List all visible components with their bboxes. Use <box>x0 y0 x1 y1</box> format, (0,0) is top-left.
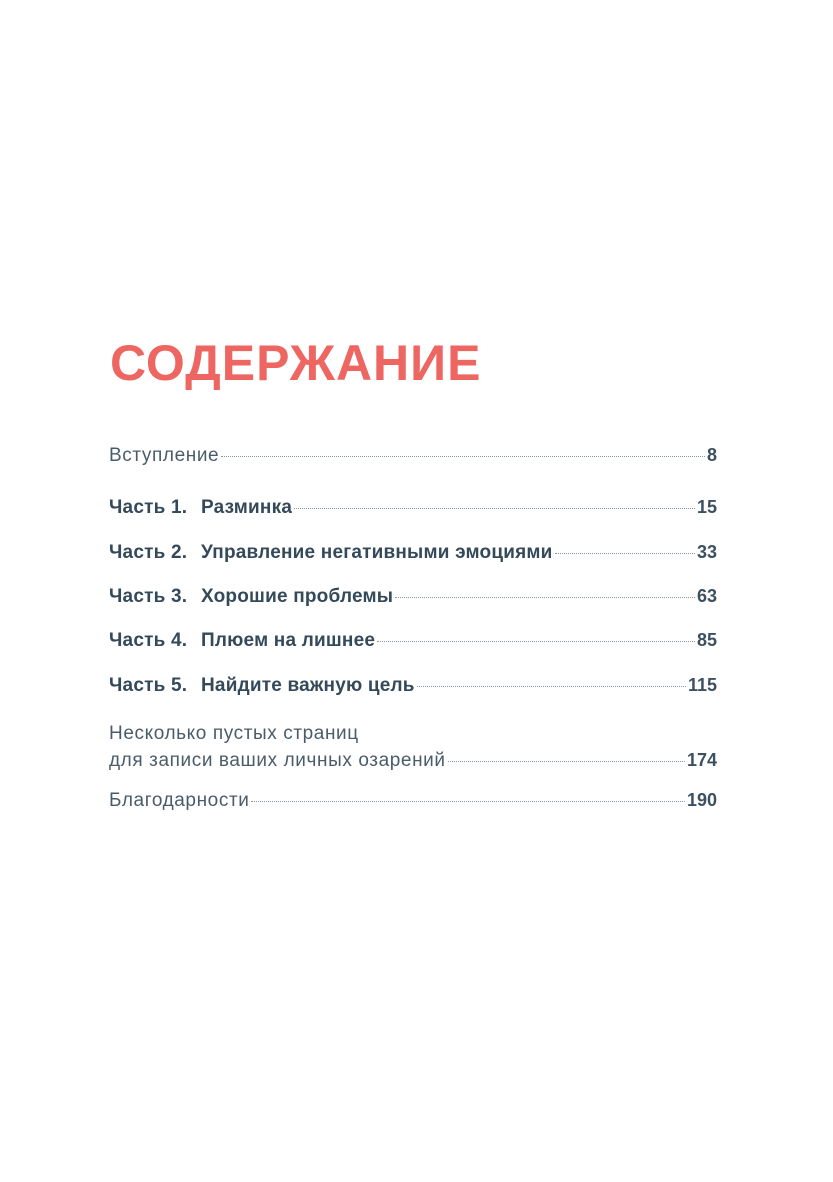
toc-entry-label <box>109 629 375 653</box>
part-number: Часть 2. <box>109 542 188 563</box>
dot-leader <box>377 641 695 642</box>
dot-leader <box>221 456 705 457</box>
toc-entry-label <box>109 585 393 609</box>
page-title: СОДЕРЖАНИЕ <box>110 335 482 391</box>
toc-entry-page: 115 <box>687 675 717 695</box>
part-number: Часть 3. <box>109 586 188 607</box>
toc-entry-page: 15 <box>696 497 717 517</box>
dot-leader <box>448 761 685 762</box>
toc-entry-intro[interactable] <box>109 443 717 468</box>
toc-entry-page: 33 <box>696 542 717 562</box>
toc-entry-part-2[interactable] <box>109 540 717 565</box>
part-number: Часть 4. <box>109 630 188 651</box>
toc-entry-acknowledgements[interactable] <box>109 788 717 813</box>
part-title: Плюем на лишнее <box>201 630 376 651</box>
toc-entry-part-1[interactable] <box>109 495 717 520</box>
part-title: Разминка <box>201 497 293 518</box>
toc-entry-page: 190 <box>686 790 717 810</box>
toc-entry-label <box>109 496 292 520</box>
toc-entry-page: 8 <box>706 445 717 465</box>
toc-entry-page: 174 <box>686 750 717 770</box>
toc-entry-label: для записи ваших личных озарений <box>109 750 446 771</box>
toc-entry-page: 85 <box>696 630 717 650</box>
part-title: Найдите важную цель <box>201 675 415 696</box>
toc-entry-label: Благодарности <box>109 790 250 811</box>
part-title: Хорошие проблемы <box>201 586 394 607</box>
toc-entry-part-3[interactable] <box>109 584 717 609</box>
part-number: Часть 1. <box>109 497 188 518</box>
dot-leader <box>294 508 695 509</box>
part-title: Управление негативными эмоциями <box>201 542 553 563</box>
toc-entry-part-5[interactable] <box>109 673 717 698</box>
toc-entry-label <box>109 541 553 565</box>
dot-leader <box>251 801 684 802</box>
dot-leader <box>395 597 695 598</box>
toc-entry-page: 63 <box>696 586 717 606</box>
toc-entry-part-4[interactable] <box>109 628 717 653</box>
part-number: Часть 5. <box>109 675 188 696</box>
dot-leader <box>555 553 695 554</box>
dot-leader <box>417 686 686 687</box>
toc-entry-notes[interactable] <box>109 748 717 773</box>
toc-entry-label: Вступление <box>109 445 220 466</box>
toc-entry-label <box>109 674 415 698</box>
toc-entry-notes-line1: Несколько пустых страниц <box>109 723 359 744</box>
